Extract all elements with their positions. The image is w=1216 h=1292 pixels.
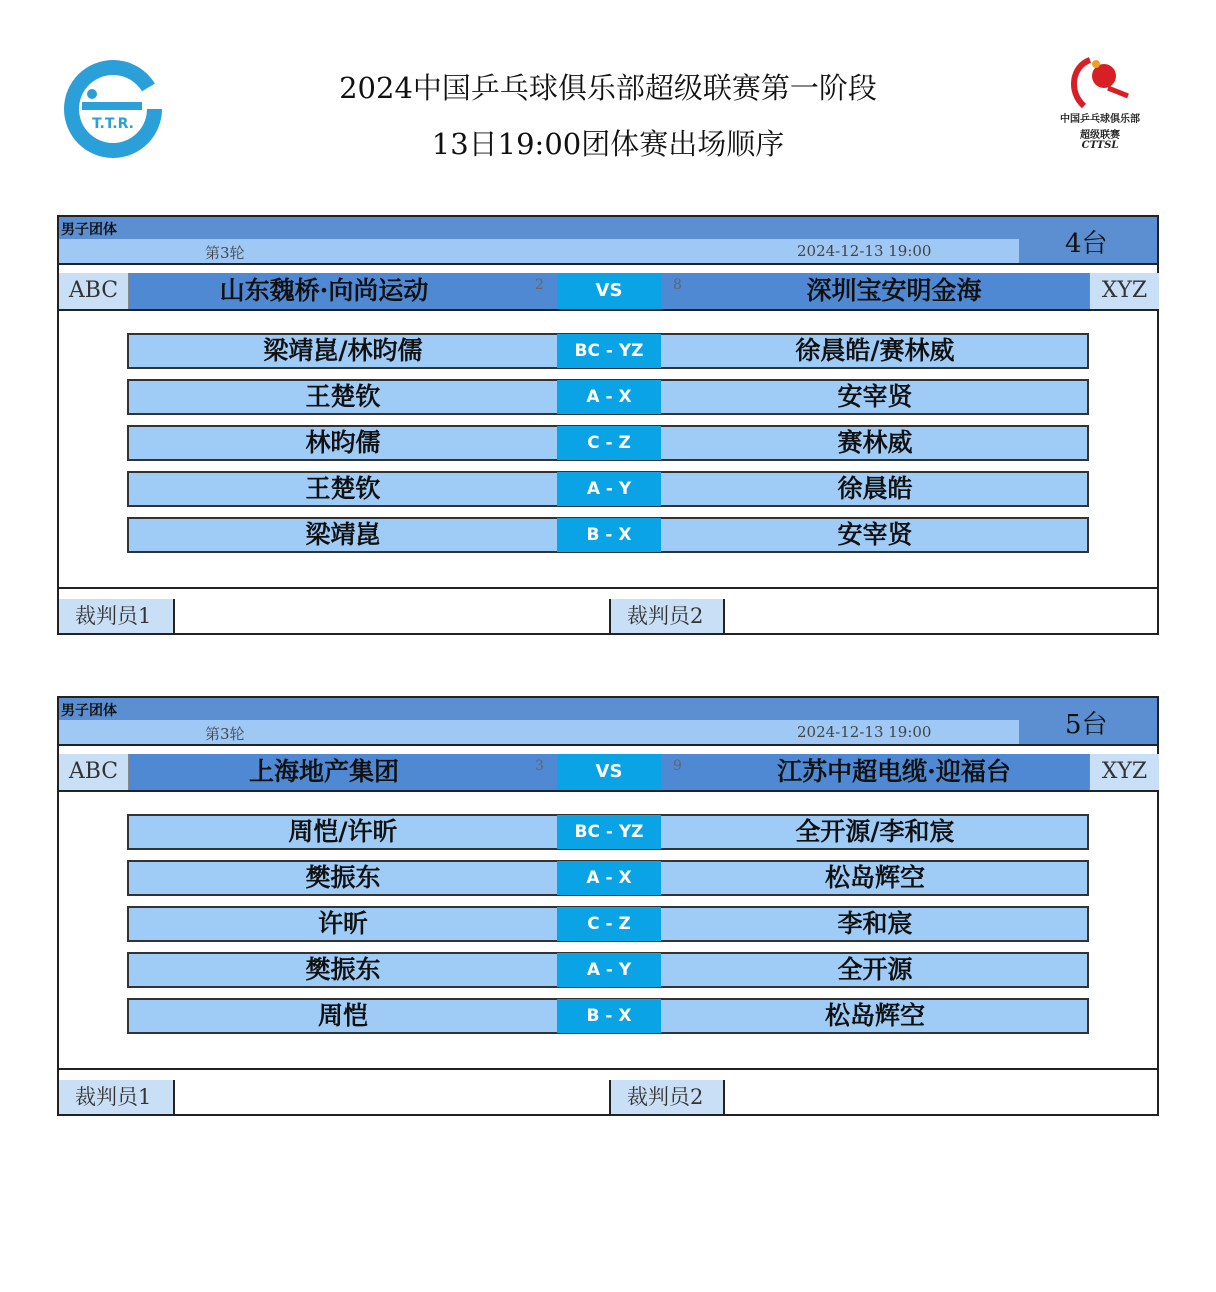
- home-side-label: ABC: [59, 273, 129, 309]
- cttsl-logo-icon: [1050, 52, 1150, 160]
- page-title: 2024中国乒乓球俱乐部超级联赛第一阶段: [339, 71, 877, 105]
- match-code: A - X: [557, 380, 661, 414]
- away-player: 松岛辉空: [824, 863, 925, 892]
- cttsl-logo-text-cn: 中国乒乓球俱乐部: [1060, 114, 1140, 125]
- home-player: 梁靖崑/林昀儒: [263, 336, 423, 365]
- home-team-name: 上海地产集团: [248, 757, 399, 786]
- away-player: 徐晨皓: [837, 474, 913, 503]
- category-label: 男子团体: [61, 222, 117, 238]
- referee-1-label: 裁判员1: [59, 1080, 175, 1114]
- ttr-logo-icon: [62, 58, 164, 160]
- category-label: 男子团体: [61, 703, 117, 719]
- table-number: 5台: [1065, 710, 1108, 740]
- home-player: 许昕: [317, 909, 368, 938]
- match-code: B - X: [557, 999, 661, 1033]
- home-player: 樊振东: [305, 955, 381, 984]
- match-code: C - Z: [557, 907, 661, 941]
- datetime-label: 2024-12-13 19:00: [797, 723, 932, 741]
- match-row: [127, 906, 1089, 942]
- referee-row: [59, 599, 1157, 633]
- home-player: 梁靖崑: [305, 520, 381, 549]
- teams-row: [59, 265, 1157, 311]
- match-code: BC - YZ: [557, 815, 661, 849]
- vs-badge: VS: [557, 273, 661, 309]
- away-player: 安宰贤: [837, 382, 913, 411]
- match-row: [127, 998, 1089, 1034]
- home-player: 王楚钦: [305, 382, 381, 411]
- match-code: BC - YZ: [557, 334, 661, 368]
- match-row: [127, 471, 1089, 507]
- away-player: 全开源: [837, 955, 913, 984]
- match-row: [127, 860, 1089, 896]
- cttsl-logo-text-league: 超级联赛: [1080, 130, 1120, 141]
- away-player: 徐晨皓/赛林威: [795, 336, 955, 365]
- match-row: [127, 814, 1089, 850]
- away-side-label: XYZ: [1089, 273, 1159, 309]
- home-team-score: 3: [535, 758, 544, 774]
- home-player: 周恺/许昕: [288, 817, 398, 846]
- match-row: [127, 517, 1089, 553]
- home-player: 王楚钦: [305, 474, 381, 503]
- home-team-name: 山东魏桥·向尚运动: [219, 276, 429, 305]
- round-label: 第3轮: [205, 725, 245, 743]
- match-code: B - X: [557, 518, 661, 552]
- referee-row: [59, 1080, 1157, 1114]
- match-row: [127, 333, 1089, 369]
- match-code: A - Y: [557, 472, 661, 506]
- home-side-label: ABC: [59, 754, 129, 790]
- vs-badge: VS: [557, 754, 661, 790]
- match-code: C - Z: [557, 426, 661, 460]
- match-code: A - Y: [557, 953, 661, 987]
- home-player: 林昀儒: [305, 428, 381, 457]
- match-row: [127, 952, 1089, 988]
- referee-2-label: 裁判员2: [609, 1080, 725, 1114]
- match-list: [59, 313, 1157, 589]
- home-team-score: 2: [535, 277, 544, 293]
- ttr-logo-text: T.T.R.: [92, 116, 134, 132]
- away-player: 李和宸: [837, 909, 913, 938]
- away-player: 安宰贤: [837, 520, 913, 549]
- table-number: 4台: [1065, 229, 1108, 259]
- referee-1-label: 裁判员1: [59, 599, 175, 633]
- datetime-label: 2024-12-13 19:00: [797, 242, 932, 260]
- match-row: [127, 379, 1089, 415]
- round-label: 第3轮: [205, 244, 245, 262]
- page-subtitle: 13日19:00团体赛出场顺序: [431, 127, 785, 161]
- away-team-score: 9: [673, 758, 682, 774]
- away-player: 全开源/李和宸: [795, 817, 955, 846]
- away-team-score: 8: [673, 277, 682, 293]
- match-panel-table-4: [57, 215, 1159, 635]
- match-row: [127, 425, 1089, 461]
- match-panel-table-5: [57, 696, 1159, 1116]
- away-side-label: XYZ: [1089, 754, 1159, 790]
- teams-row: [59, 746, 1157, 792]
- referee-2-label: 裁判员2: [609, 599, 725, 633]
- cttsl-logo-text-en: CTTSL: [1081, 140, 1119, 151]
- away-team-name: 深圳宝安明金海: [806, 276, 982, 305]
- away-player: 赛林威: [837, 428, 913, 457]
- home-player: 周恺: [317, 1001, 368, 1030]
- match-list: [59, 794, 1157, 1070]
- away-player: 松岛辉空: [824, 1001, 925, 1030]
- away-team-name: 江苏中超电缆·迎福台: [777, 757, 1011, 786]
- match-code: A - X: [557, 861, 661, 895]
- home-player: 樊振东: [305, 863, 381, 892]
